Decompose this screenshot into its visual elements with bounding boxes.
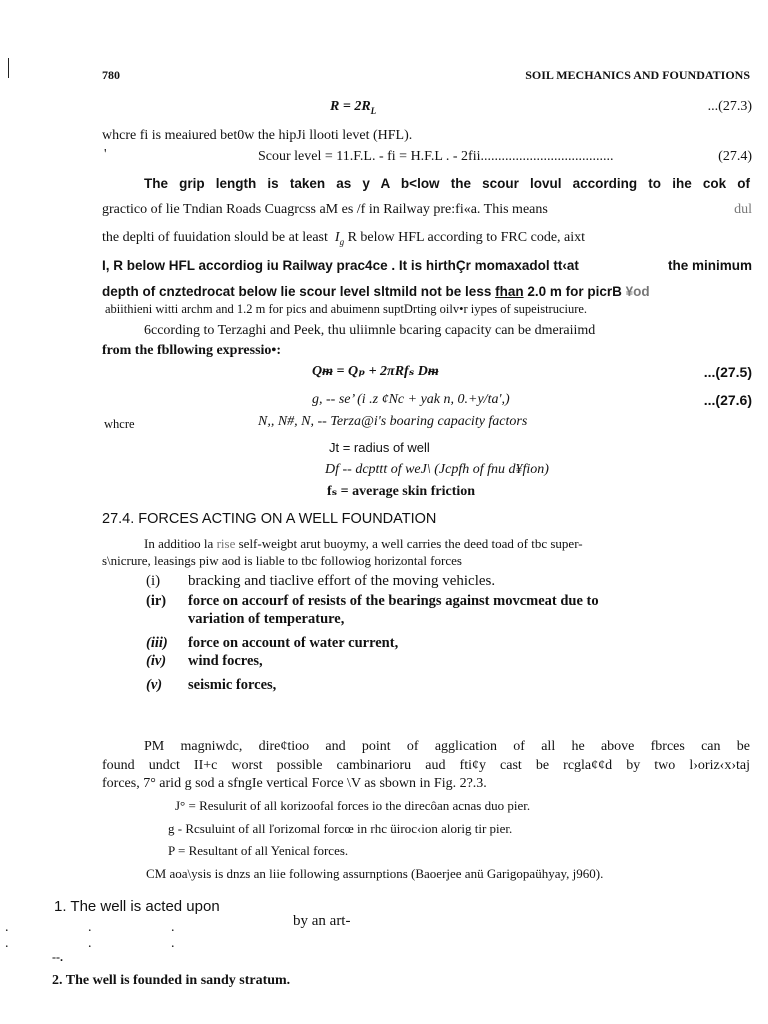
dotted-leader: . . . . . . bbox=[5, 920, 213, 951]
paragraph-line: CM aoa\ysis is dnzs an liie following assurnptions (Baoerjee anü Garigopaühyay, j960). bbox=[146, 866, 604, 881]
list-item: (v) seismic forces, bbox=[146, 677, 277, 693]
assumption-item: 1. The well is acted upon bbox=[54, 898, 220, 915]
paragraph-line: The grip length is taken as y A b<low the scour lovul according to ihe cok of bbox=[144, 176, 750, 191]
assumption-item-tail: by an art- bbox=[293, 913, 351, 929]
list-item: (iv) wind focres, bbox=[146, 653, 263, 669]
text-line: ' bbox=[104, 147, 107, 162]
paragraph-line: PM magniwdc, dire¢tioo and point of agglication of all he above fbrces can be bbox=[144, 739, 750, 754]
margin-mark bbox=[8, 58, 9, 78]
dash-mark: --. bbox=[52, 950, 63, 964]
paragraph-line: depth of cnztedrocat below lie scour level sltmild not be less fhan 2.0 m for picrB ¥od bbox=[102, 284, 650, 299]
resultant-definition: g - Rcsuluint of all ľorizomal forcœ in rhc üiroc‹ion alorig tir pier. bbox=[168, 821, 513, 836]
text-line: whcre fi is meaiured bet0w the hipJi llooti levet (HFL). bbox=[102, 128, 413, 143]
resultant-definition: J° = Resulurit of all korizoofal forces io the direcôan acnas duo pier. bbox=[175, 798, 531, 813]
list-item: (ir) force on accourf of resists of the bearings against movcmeat due to bbox=[146, 593, 599, 609]
paragraph-line: gractico of lie Tndian Roads Cuagrcss aM es /f in Railway pre:fi«a. This means dul bbox=[102, 202, 752, 217]
where-item: Df -- dcpttt of weJ\ (Jcpfh of fnu d¥fion) bbox=[325, 462, 549, 477]
paragraph-line: the deplti of fuuidation slould be at least $I_g$ R below HFL according to FRC code, aixt bbox=[102, 230, 586, 247]
where-item: N,, N#, N, -- Terza@i's boaring capacity factors bbox=[258, 414, 528, 429]
paragraph-line: abiithieni witti archm and 1.2 m for pics and abuimenn suptDrting oilv•r iypes of supeistruciure. bbox=[105, 302, 588, 316]
resultant-definition: P = Resultant of all Yenical forces. bbox=[168, 843, 349, 858]
equation-number: ...(27.3) bbox=[707, 99, 752, 114]
paragraph-line: s\nicrure, leasings piw aod is liable to tbc followiog horizontal forces bbox=[102, 553, 462, 568]
where-item: fₛ = average skin friction bbox=[327, 484, 476, 499]
paragraph-line: I, R below HFL accordiog iu Railway prac4ce . It is hirthÇr momaxadol tt‹at the minimum bbox=[102, 258, 752, 273]
running-title: SOIL MECHANICS AND FOUNDATIONS bbox=[525, 68, 750, 82]
section-heading: 27.4. FORCES ACTING ON A WELL FOUNDATION bbox=[102, 511, 437, 527]
where-label: whcre bbox=[104, 417, 135, 431]
assumption-item: 2. The well is founded in sandy stratum. bbox=[52, 973, 291, 988]
paragraph-line: from the fbllowing expressio•: bbox=[102, 343, 281, 358]
paragraph-line: forces, 7° arid g sod a sfngIe vertical Force \V as sbown in Fig. 2?.3. bbox=[102, 776, 487, 791]
paragraph-line: In additioo la rise self-weigbt arut buoymy, a well carries the deed toad of tbc super- bbox=[144, 536, 583, 551]
list-item: (iii) force on account of water current, bbox=[146, 635, 399, 651]
list-item-continuation: variation of temperature, bbox=[188, 611, 345, 627]
where-item: Jt = radius of well bbox=[329, 440, 430, 455]
paragraph-line: found undct II+c worst possible cambinarioru aud fti¢y cast be rcgla¢¢d by two l›oriz‹x›taj bbox=[102, 758, 750, 773]
paragraph-line: 6ccording to Terzaghi and Peek, thu uliimnle bcaring capacity can be dmeraiimd bbox=[144, 323, 596, 338]
page-number: 780 bbox=[102, 68, 120, 82]
list-item: (i) bracking and tiaclive effort of the moving vehicles. bbox=[146, 573, 496, 589]
